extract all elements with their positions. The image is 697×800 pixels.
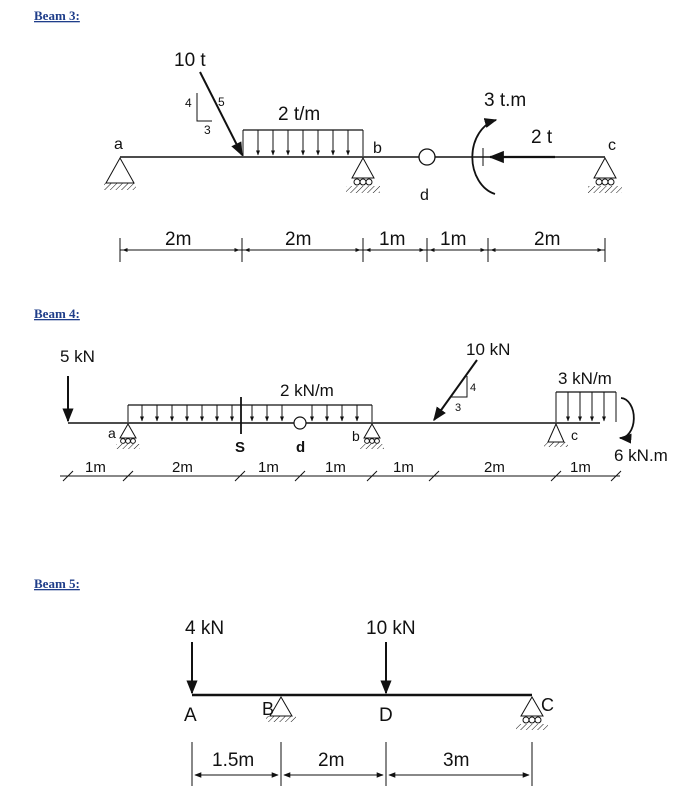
beam3-span-5: 2m bbox=[534, 229, 561, 250]
beam4-support-a bbox=[116, 424, 140, 449]
beam4-support-c bbox=[544, 424, 568, 447]
beam3-span-4: 1m bbox=[440, 229, 467, 250]
beam3-label-c: c bbox=[608, 137, 616, 154]
beam4-slope-3: 3 bbox=[455, 402, 462, 414]
beam4-udl-left-label: 2 kN/m bbox=[280, 381, 334, 400]
beam3-udl bbox=[243, 130, 363, 156]
beam4-label-b: b bbox=[352, 428, 360, 444]
beam3-label-b: b bbox=[373, 140, 382, 157]
beam4-label-d: d bbox=[296, 439, 306, 456]
beam3-load-10t-label: 10 t bbox=[174, 50, 206, 71]
beam5-load-10kn-label: 10 kN bbox=[366, 618, 416, 639]
beam4-load-10kn-label: 10 kN bbox=[466, 340, 511, 359]
beam4-moment-label: 6 kN.m bbox=[614, 446, 668, 465]
beam3-slope-4: 4 bbox=[185, 96, 192, 110]
beam4-slope-4: 4 bbox=[470, 382, 477, 394]
beam3-slope-triangle bbox=[197, 93, 212, 121]
beam4-hinge-d bbox=[294, 417, 306, 429]
beam5-label-b: B bbox=[262, 699, 275, 719]
beam4-heading: Beam 4: bbox=[34, 306, 80, 321]
beam5-load-4kn-label: 4 kN bbox=[185, 618, 225, 639]
beam5-label-d: D bbox=[379, 705, 393, 726]
beam3-label-a: a bbox=[114, 136, 123, 153]
beam4-load-5kn-label: 5 kN bbox=[60, 347, 95, 366]
beam5-section bbox=[34, 576, 554, 786]
beam5-label-a: A bbox=[184, 705, 197, 726]
beam5-span-3: 3m bbox=[443, 750, 470, 771]
beam4-support-b bbox=[360, 424, 384, 449]
beam4-label-c: c bbox=[571, 427, 578, 443]
beam4-label-a: a bbox=[108, 425, 116, 441]
beam3-load-10t-arrow bbox=[200, 72, 242, 155]
beam4-moment-arrow bbox=[620, 398, 634, 438]
beam4-span-5: 1m bbox=[393, 459, 414, 476]
beam4-label-s: S bbox=[235, 439, 246, 456]
beam4-span-4: 1m bbox=[325, 459, 346, 476]
beam3-dimension-line bbox=[120, 238, 605, 262]
beam3-slope-5: 5 bbox=[218, 95, 225, 109]
beam3-udl-label: 2 t/m bbox=[278, 104, 321, 125]
beam3-label-d: d bbox=[420, 187, 429, 204]
beam3-heading: Beam 3: bbox=[34, 8, 80, 23]
beam3-support-c bbox=[588, 158, 622, 193]
beam3-support-a bbox=[104, 158, 136, 190]
beam5-label-c: C bbox=[541, 695, 554, 715]
beam3-hinge-d bbox=[419, 149, 435, 165]
beam3-span-2: 2m bbox=[285, 229, 312, 250]
beam3-span-1: 2m bbox=[165, 229, 192, 250]
beam4-span-3: 1m bbox=[258, 459, 279, 476]
beam4-udl-right bbox=[556, 392, 616, 422]
beam3-force-2t-label: 2 t bbox=[531, 127, 553, 148]
beam5-heading: Beam 5: bbox=[34, 576, 80, 591]
beam3-moment-label: 3 t.m bbox=[484, 90, 527, 111]
beam4-span-1: 1m bbox=[85, 459, 106, 476]
beam4-section bbox=[34, 306, 668, 481]
beam4-span-7: 1m bbox=[570, 459, 591, 476]
beam5-span-1: 1.5m bbox=[212, 750, 255, 771]
beam4-span-2: 2m bbox=[172, 459, 193, 476]
beam5-span-2: 2m bbox=[318, 750, 345, 771]
beam3-slope-3: 3 bbox=[204, 123, 211, 137]
beam3-support-b bbox=[346, 158, 380, 193]
beam4-udl-left bbox=[128, 405, 372, 422]
beam3-span-3: 1m bbox=[379, 229, 406, 250]
beam4-udl-right-label: 3 kN/m bbox=[558, 369, 612, 388]
beam3-section bbox=[34, 8, 622, 262]
beam4-span-6: 2m bbox=[484, 459, 505, 476]
